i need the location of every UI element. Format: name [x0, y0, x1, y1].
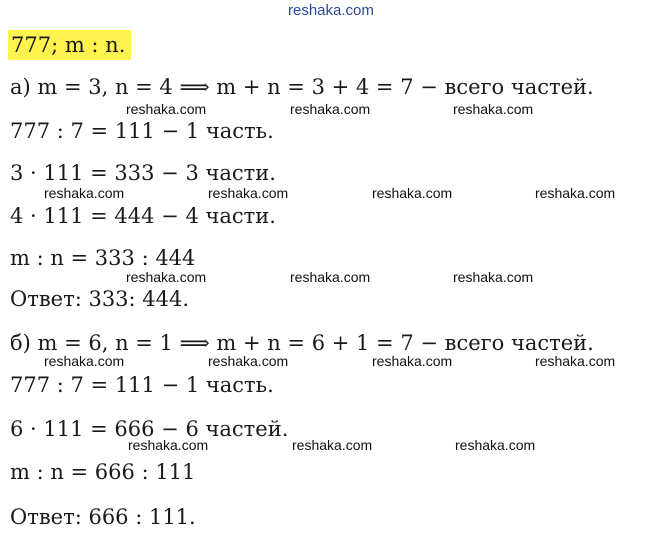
watermark: reshaka.com — [535, 185, 616, 201]
part-b-ratio: m : n = 666 : 111 — [10, 460, 196, 484]
part-b-line: б) m = 6, n = 1 ⟹ m + n = 6 + 1 = 7 − всего частей. — [10, 331, 594, 355]
watermark: reshaka.com — [44, 185, 125, 201]
watermark: reshaka.com — [44, 353, 125, 369]
watermark: reshaka.com — [290, 101, 371, 117]
part-a-answer: Ответ: 333: 444. — [10, 287, 190, 311]
watermark: reshaka.com — [208, 353, 289, 369]
watermark: reshaka.com — [292, 437, 373, 453]
watermark: reshaka.com — [535, 353, 616, 369]
watermark: reshaka.com — [453, 269, 534, 285]
watermark: reshaka.com — [126, 101, 207, 117]
watermark: reshaka.com — [126, 269, 207, 285]
watermark: reshaka.com — [290, 269, 371, 285]
watermark: reshaka.com — [453, 101, 534, 117]
part-a-line: а) m = 3, n = 4 ⟹ m + n = 3 + 4 = 7 − всего частей. — [10, 75, 594, 99]
watermark: reshaka.com — [208, 185, 289, 201]
watermark: reshaka.com — [372, 185, 453, 201]
part-b-answer: Ответ: 666 : 111. — [10, 505, 196, 529]
part-a-one-part: 777 : 7 = 111 − 1 часть. — [10, 119, 274, 143]
part-a-ratio: m : n = 333 : 444 — [10, 246, 196, 270]
part-b-m-value: 6 · 111 = 666 − 6 частей. — [10, 417, 289, 441]
part-a-n-value: 4 · 111 = 444 − 4 части. — [10, 204, 276, 228]
task-header: 777; m : n. — [8, 30, 131, 60]
watermark: reshaka.com — [128, 437, 209, 453]
watermark: reshaka.com — [372, 353, 453, 369]
part-a-m-value: 3 · 111 = 333 − 3 части. — [10, 161, 276, 185]
part-b-one-part: 777 : 7 = 111 − 1 часть. — [10, 373, 274, 397]
watermark: reshaka.com — [455, 437, 536, 453]
watermark-top: reshaka.com — [288, 2, 374, 19]
